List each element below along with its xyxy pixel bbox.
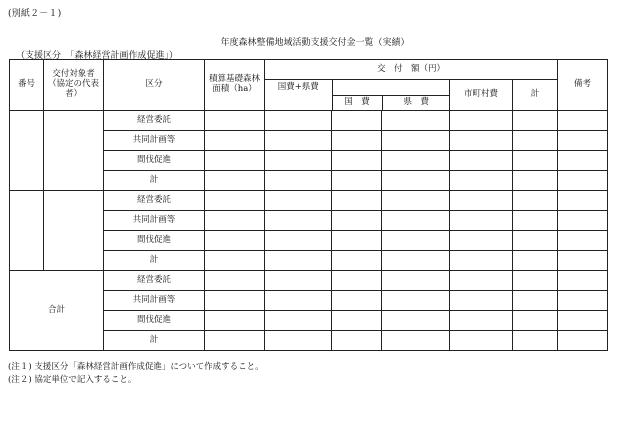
row-label-joint-plan: 共同計画等 [104,131,205,151]
note-1: (注１) 支援区分「森林経営計画作成促進」について作成すること。 [8,362,264,372]
header-prefectural: 県 費 [382,95,450,110]
support-category: （支援区分 「森林経営計画作成促進」） [16,51,179,61]
document-label: (別紙２－１) [8,9,62,19]
header-area: 積算基礎森林面積（ha） [205,60,265,111]
row-label-consign: 経営委託 [104,111,205,131]
row-label-thinning: 間伐促進 [104,311,205,331]
nat-pref-subheader [265,80,450,110]
cell-recipient-1 [44,111,104,191]
subsidy-table [9,59,608,351]
note-2: (注２) 協定単位で記入すること。 [8,374,137,385]
row-label-consign: 経営委託 [104,191,205,211]
row-label-joint-plan: 共同計画等 [104,211,205,231]
row-label-thinning: 間伐促進 [104,231,205,251]
cell-recipient-2 [44,191,104,271]
cell-number-2 [10,191,44,271]
header-remarks: 備考 [558,60,608,111]
cell-number-1 [10,111,44,191]
header-number: 番号 [10,60,44,111]
header-recipient: 交付対象者（協定の代表者） [44,60,104,111]
header-total: 計 [513,80,558,111]
notes [8,361,264,386]
row-label-subtotal: 計 [104,251,205,271]
header-municipal: 市町村費 [450,80,513,111]
header-division: 区分 [104,60,205,111]
row-label-consign: 経営委託 [104,271,205,291]
row-label-subtotal: 計 [104,331,205,351]
header-national: 国 費 [332,95,382,110]
row-label-joint-plan: 共同計画等 [104,291,205,311]
header-amount: 交 付 額（円） [265,60,558,80]
summary-label: 合計 [10,271,104,351]
header-nat-pref: 国費+県費 [265,80,332,95]
row-label-thinning: 間伐促進 [104,151,205,171]
row-label-subtotal: 計 [104,171,205,191]
page-title: 年度森林整備地域活動支援交付金一覧（実績） [220,38,410,48]
